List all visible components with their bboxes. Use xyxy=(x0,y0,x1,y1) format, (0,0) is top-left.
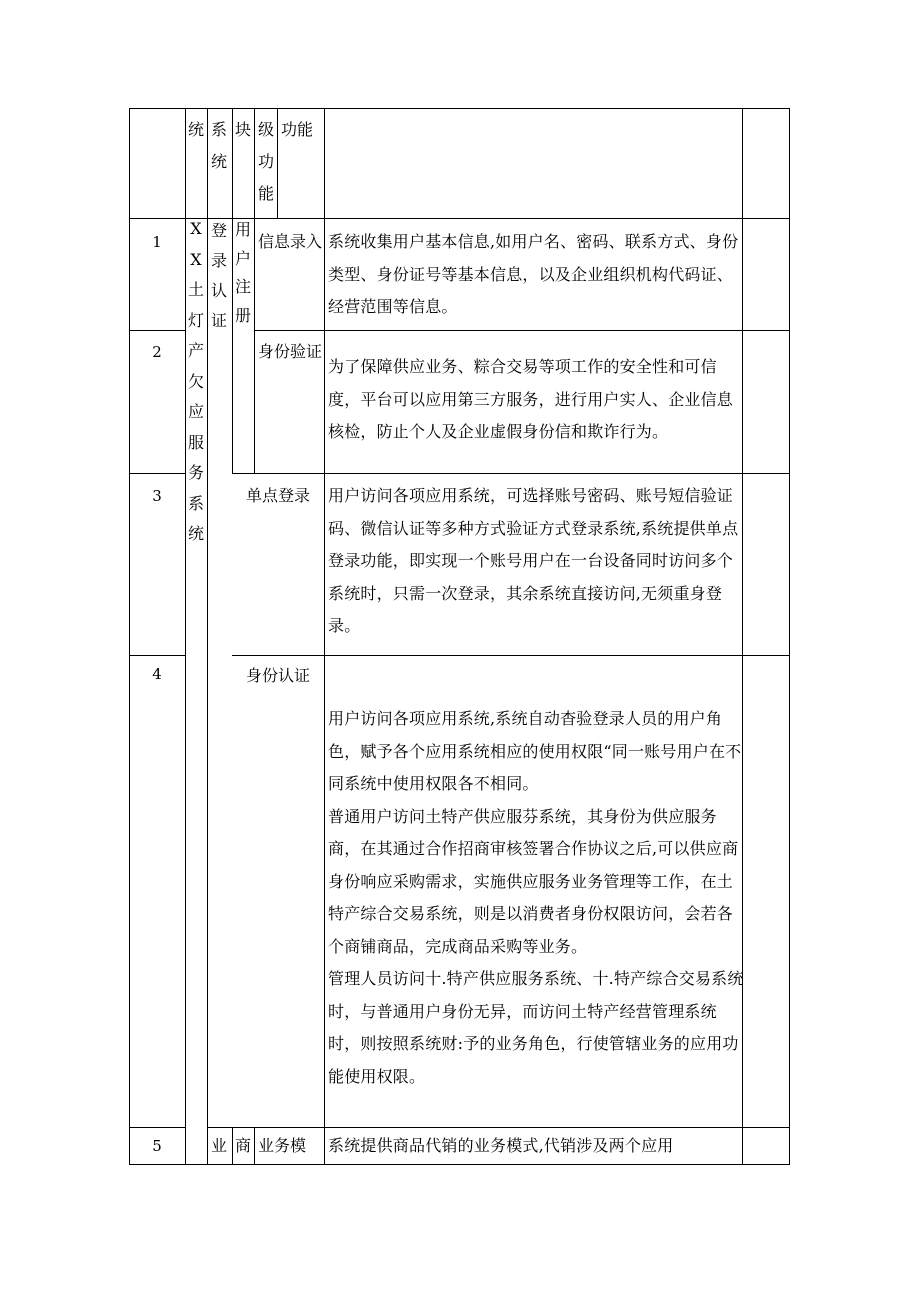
row-divider xyxy=(129,473,185,474)
function-name: 信息录入 xyxy=(258,232,323,251)
column-divider xyxy=(277,108,278,219)
function-name: 业务模 xyxy=(258,1136,307,1155)
column-divider xyxy=(324,108,325,1165)
module-goods-cell: 商 xyxy=(234,1136,251,1155)
row-number: 2 xyxy=(152,343,162,361)
column-divider xyxy=(254,1127,255,1165)
row-divider xyxy=(129,330,185,331)
column-divider xyxy=(207,108,208,1165)
function-description: 系统提供商品代销的业务模式,代销涉及两个应用 xyxy=(328,1136,674,1155)
module-register-cell: 用 户 注 册 xyxy=(234,220,251,325)
row-number: 3 xyxy=(152,487,162,505)
function-name: 身份认证 xyxy=(246,666,311,685)
description-paragraph: 用户访问各项应用系统,系统自动杳验登录人员的用户角色，赋予各个应用系统相应的使用权限“同一账号用户在不同系统中使用权限各不相同。 xyxy=(328,709,742,793)
column-divider xyxy=(254,108,255,474)
row-number: 4 xyxy=(152,665,162,683)
function-description: 系统收集用户基本信息,如用户名、密码、联系方式、身份类型、身份证号等基本信息，以及企业组织机构代码证、经营范围等信息。 xyxy=(328,232,739,316)
system-name-cell: X X 土 灯 产 欠 应 服 务 系 统 xyxy=(187,219,204,543)
function-description: 为了保障供应业务、粽合交易等项工作的安全性和可信度，平台可以应用第三方服务，进行用户实人、企业信息核检，防止个人及企业虚假身份信和欺诈行为。 xyxy=(328,357,734,441)
header-module: 块 xyxy=(234,120,251,139)
row-number: 1 xyxy=(152,233,162,251)
subsystem-business-cell: 业 xyxy=(210,1136,227,1155)
row-divider xyxy=(129,1127,185,1128)
row-divider xyxy=(207,1127,790,1128)
header-function: 功能 xyxy=(281,120,314,139)
table-top-border xyxy=(129,108,790,109)
table-left-border xyxy=(129,108,130,1165)
table-bottom-border xyxy=(129,1164,790,1165)
description-paragraph: 普通用户访问土特产供应服芬系统，其身份为供应服务商，在其通过合作招商审核签署合作协议之后,可以供应商身份响应采购需求，实施供应服务业务管理等工作，在土特产综合交易系统，则是以消费者身份权限访问，会若各个商铺商品，完成商品采购等业务。 xyxy=(328,806,739,956)
row-divider xyxy=(254,330,790,331)
row-divider xyxy=(232,473,790,474)
header-level: 级 功 能 xyxy=(257,120,274,203)
row-divider xyxy=(129,655,185,656)
function-name: 身份验证 xyxy=(258,342,323,361)
row-number: 5 xyxy=(152,1137,162,1155)
header-system: 统 xyxy=(187,120,204,139)
row-divider xyxy=(232,655,790,656)
function-name: 单点登录 xyxy=(246,486,311,505)
table-right-border xyxy=(789,108,790,1165)
description-paragraph: 管理人员访问十.特产供应服务系统、十.特产综合交易系统时，与普通用户身份无异，而访问土特产经营管理系统时，则按照系统财:予的业务角色，行使管辖业务的应用功能使用权限。 xyxy=(328,969,744,1086)
function-description: 用户访问各项应用系统，可选择账号密码、账号短信验证码、微信认证等多种方式验证方式登录系统,系统提供单点登录功能，即实现一个账号用户在一台设备同时访问多个系统时，只需一次登录，其余系统直接访问,无须重身登录。 xyxy=(328,486,739,635)
subsystem-login-cell: 登 录 认 证 xyxy=(210,221,227,330)
function-description xyxy=(328,703,744,1093)
header-subsystem: 系 统 xyxy=(210,120,227,171)
